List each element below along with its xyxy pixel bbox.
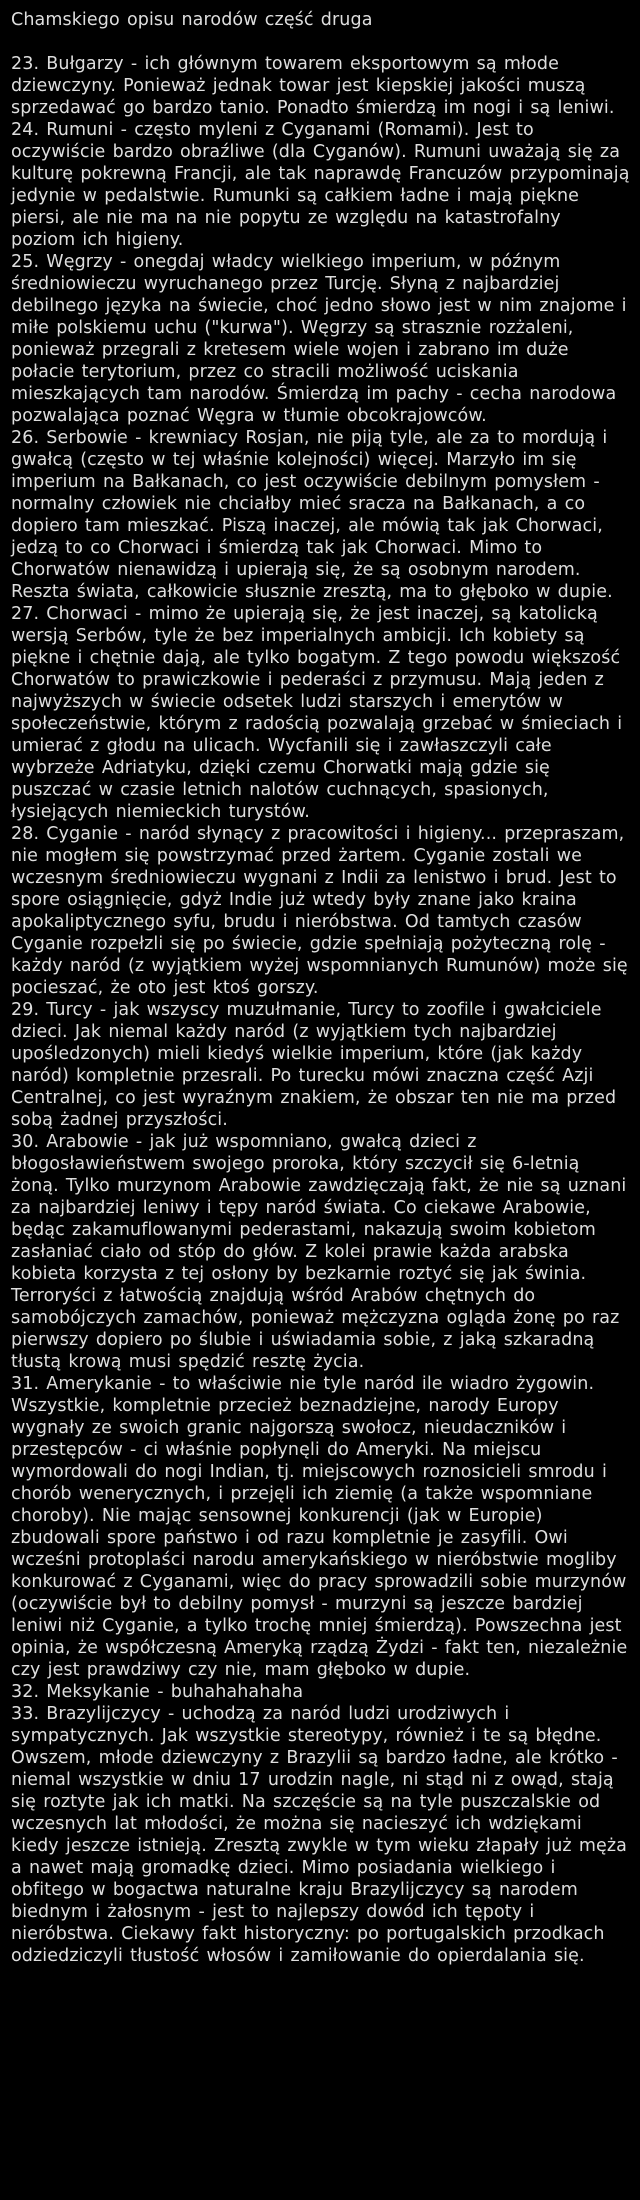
paragraph-item-30: 30. Arabowie - jak już wspomniano, gwałcą dzieci z błogosławieństwem swojego proroka, który szczycił się 6-letnią żoną. Tylko murzynom Arabowie zawdzięczają fakt, że nie są uznani za najbardziej leniwy i tępy naród świata. Co ciekawe Arabowie, będąc zakamuflowanymi pederastami, nakazują swoim kobietom zasłaniać ciało od stóp do głów. Z kolei prawie każda arabska kobieta korzysta z tej osłony by bezkarnie roztyć się jak świnia. Terroryści z łatwością znajdują wśród Arabów chętnych do samobójczych zamachów, ponieważ mężczyzna ogląda żonę po raz pierwszy dopiero po ślubie i uświadamia sobie, z jaką szkaradną tłustą krową musi spędzić resztę życia. (11, 1132, 627, 1372)
document-title: Chamskiego opisu narodów część druga (11, 10, 373, 30)
paragraph-item-26: 26. Serbowie - krewniacy Rosjan, nie piją tyle, ale za to mordują i gwałcą (często w tej właśnie kolejności) więcej. Marzyło im się imperium na Bałkanach, co jest oczywiście debilnym pomysłem - normalny człowiek nie chciałby mieć sracza na Bałkanach, a co dopiero tam mieszkać. Piszą inaczej, ale mówią tak jak Chorwaci, jedzą to co Chorwaci i śmierdzą tak jak Chorwaci. Mimo to Chorwatów nienawidzą i upierają się, że są osobnym narodem. Reszta świata, całkowicie słusznie zresztą, ma to głęboko w dupie. (11, 428, 613, 602)
paragraph-item-27: 27. Chorwaci - mimo że upierają się, że jest inaczej, są katolicką wersją Serbów, tyle że bez imperialnych ambicji. Ich kobiety są piękne i chętnie dają, ale tylko bogatym. Z tego powodu większość Chorwatów to prawiczkowie i pederaści z przymusu. Mają jeden z najwyższych w świecie odsetek ludzi starszych i emerytów w społeczeństwie, którym z radością pozwalają grzebać w śmieciach i umierać z głodu na ulicach. Wycfanili się i zawłaszczyli całe wybrzeże Adriatyku, dzięki czemu Chorwatki mają gdzie się puszczać w czasie letnich nalotów cuchnących, spasionych, łysiejących niemieckich turystów. (11, 604, 623, 822)
paragraph-item-24: 24. Rumuni - często myleni z Cyganami (Romami). Jest to oczywiście bardzo obraźliwe (dla Cyganów). Rumuni uważają się za kulturę pokrewną Francji, ale tak naprawdę Francuzów przypominają jedynie w pedalstwie. Rumunki są całkiem ładne i mają piękne piersi, ale nie ma na nie popytu ze względu na katastrofalny poziom ich higieny. (11, 120, 630, 250)
paragraph-item-28: 28. Cyganie - naród słynący z pracowitości i higieny... przepraszam, nie mogłem się powstrzymać przed żartem. Cyganie zostali we wczesnym średniowieczu wygnani z Indii za lenistwo i brud. Jest to spore osiągnięcie, gdyż Indie już wtedy były znane jako kraina apokaliptycznego syfu, brudu i nieróbstwa. Od tamtych czasów Cyganie rozpełzli się po świecie, gdzie spełniają pożyteczną rolę - każdy naród (z wyjątkiem wyżej wspomnianych Rumunów) może się pocieszać, że oto jest ktoś gorszy. (11, 824, 628, 998)
paragraph-item-23: 23. Bułgarzy - ich głównym towarem eksportowym są młode dziewczyny. Ponieważ jednak towar jest kiepskiej jakości muszą sprzedawać go bardzo tanio. Ponadto śmierdzą im nogi i są leniwi. (11, 54, 615, 118)
paragraph-item-25: 25. Węgrzy - onegdaj władcy wielkiego imperium, w późnym średniowieczu wyruchanego przez Turcję. Słyną z najbardziej debilnego języka na świecie, choć jedno słowo jest w nim znajome i miłe polskiemu uchu ("kurwa"). Węgrzy są strasznie rozżaleni, ponieważ przegrali z kretesem wiele wojen i zabrano im duże połacie terytorium, przez co stracili możliwość uciskania mieszkających tam narodów. Śmierdzą im pachy - cecha narodowa pozwalająca poznać Węgra w tłumie obcokrajowców. (11, 252, 627, 426)
paragraph-item-33: 33. Brazylijczycy - uchodzą za naród ludzi urodziwych i sympatycznych. Jak wszystkie stereotypy, również i te są błędne. Owszem, młode dziewczyny z Brazylii są bardzo ładne, ale krótko - niemal wszystkie w dniu 17 urodzin nagle, ni stąd ni z owąd, stają się roztyte jak ich matki. Na szczęście są na tyle puszczalskie od wczesnych lat młodości, że można się nacieszyć ich wdziękami kiedy jeszcze istnieją. Zresztą zwykle w tym wieku złapały już męża a nawet mają gromadkę dzieci. Mimo posiadania wielkiego i obfitego w bogactwa naturalne kraju Brazylijczycy są narodem biednym i żałosnym - jest to najlepszy dowód ich tępoty i nieróbstwa. Ciekawy fakt historyczny: po portugalskich przodkach odziedziczyli tłustość włosów i zamiłowanie do opierdalania się. (11, 1704, 627, 1966)
paragraph-item-29: 29. Turcy - jak wszyscy muzułmanie, Turcy to zoofile i gwałciciele dzieci. Jak niemal każdy naród (z wyjątkiem tych najbardziej upośledzonych) mieli kiedyś wielkie imperium, które (jak każdy naród) kompletnie przesrali. Po turecku mówi znaczna część Azji Centralnej, co jest wyraźnym znakiem, że obszar ten nie ma przed sobą żadnej przyszłości. (11, 1000, 617, 1130)
paragraph-item-32: 32. Meksykanie - buhahahahaha (11, 1682, 304, 1702)
paragraph-item-31: 31. Amerykanie - to właściwie nie tyle naród ile wiadro żygowin. Wszystkie, kompletnie przecież beznadziejne, narody Europy wygnały ze swoich granic najgorszą swołocz, nieudaczników i przestępców - ci właśnie popłynęli do Ameryki. Na miejscu wymordowali do nogi Indian, tj. miejscowych roznosicieli smrodu i chorób wenerycznych, i przejęli ich ziemię (a także wspomniane choroby). Nie mając sensownej konkurencji (jak w Europie) zbudowali spore państwo i od razu kompletnie je zasyfili. Owi wcześni protoplaści narodu amerykańskiego w nieróbstwie mogliby konkurować z Cyganami, więc do pracy sprowadzili sobie murzynów (oczywiście był to debilny pomysł - murzyni są jeszcze bardziej leniwi niż Cyganie, a tylko trochę mniej śmierdzą). Powszechna jest opinia, że współczesną Ameryką rządzą Żydzi - fakt ten, niezależnie czy jest prawdziwy czy nie, mam głęboko w dupie. (11, 1374, 628, 1680)
